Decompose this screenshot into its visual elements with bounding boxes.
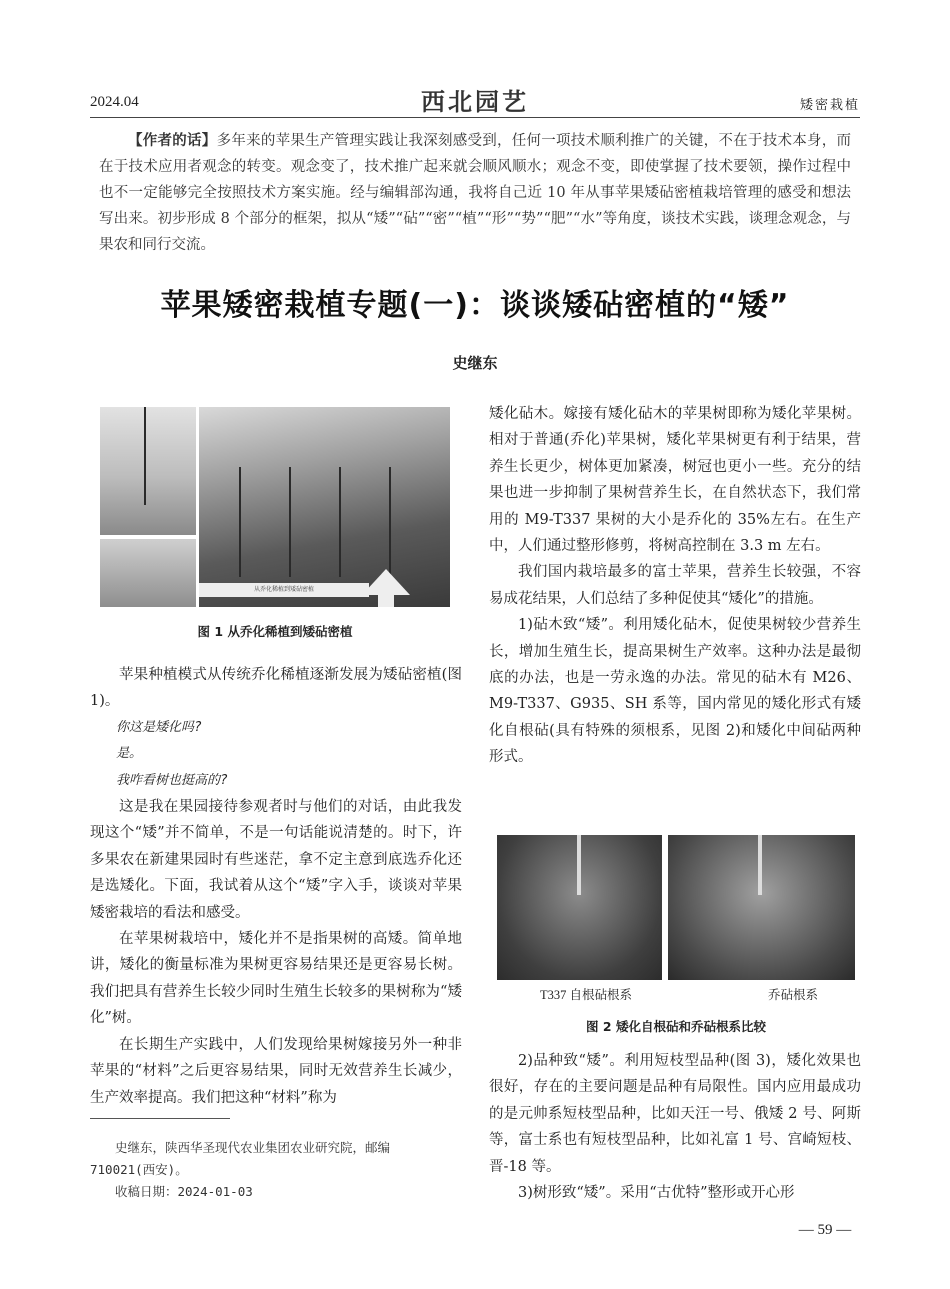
article-title: 苹果矮密栽植专题(一)：谈谈矮砧密植的“矮” <box>160 288 790 323</box>
paragraph: 苹果种植模式从传统乔化稀植逐渐发展为矮砧密植(图 1)。 <box>90 667 462 710</box>
photo-t337-roots <box>497 835 662 980</box>
right-column-top <box>489 401 861 771</box>
arrow-up-icon <box>362 569 410 595</box>
figure-2-caption: 图 2 矮化自根砧和乔砧根系比较 <box>586 1019 766 1034</box>
root-stem <box>758 835 762 895</box>
photo-seedling-roots <box>668 835 855 980</box>
figure-1-caption: 图 1 从乔化稀植到矮砧密植 <box>197 624 353 639</box>
paragraph: 1)砧木致“矮”。利用矮化砧木，促使果树较少营养生长，增加生殖生长，提高果树生产效率。这种办法是最彻底的办法，也是一劳永逸的办法。常见的砧木有 M26、M9-T337、G935、SH 系等，国内常见的矮化形式有矮化自根砧(具有特殊的须根系，见图 2)和矮化中间砧两种形式。 <box>489 617 861 766</box>
tree-trunk <box>144 407 146 505</box>
tree-row <box>339 467 341 577</box>
header-rule <box>90 117 860 118</box>
paragraph: 矮化砧木。嫁接有矮化砧木的苹果树即称为矮化苹果树。相对于普通(乔化)苹果树，矮化苹果树更有利于结果，营养生长更少，树体更加紧凑，树冠也更小一些。充分的结果也进一步抑制了果树营养生长，在自然状态下，我们常用的 M9-T337 果树的大小是乔化的 35%左右。在生产中，人们通过整形修剪，将树高控制在 3.3 m 左右。 <box>489 406 861 555</box>
paragraph: 在长期生产实践中，人们发现给果树嫁接另外一种非苹果的“材料”之后更容易结果，同时无效营养生长减少，生产效率提高。我们把这种“材料”称为 <box>90 1036 462 1106</box>
dialogue-line: 我咋看树也挺高的? <box>116 772 228 788</box>
right-column-bottom <box>489 1048 861 1206</box>
figure-1 <box>100 407 450 607</box>
paragraph: 在苹果树栽培中，矮化并不是指果树的高矮。简单地讲，矮化的衡量标准为果树更容易结果还是更容易长树。我们把具有营养生长较少同时生殖生长较多的果树称为“矮化”树。 <box>90 931 462 1027</box>
tree-row <box>239 467 241 577</box>
paragraph: 3)树形致“矮”。采用“古优特”整形或开心形 <box>518 1185 795 1202</box>
figure-2 <box>497 835 855 980</box>
footnote-author: 史继东，陕西华圣现代农业集团农业研究院，邮编 710021(西安)。 <box>90 1140 391 1177</box>
section-name: 矮密栽植 <box>799 98 860 113</box>
dialogue-line: 是。 <box>116 746 143 762</box>
author-note <box>99 128 851 258</box>
page-header <box>90 80 860 120</box>
footnote-date: 收稿日期：2024-01-03 <box>115 1184 253 1199</box>
page-number: — 59 — <box>798 1222 852 1238</box>
arrow-stem <box>378 593 394 607</box>
photo-old-tree <box>100 407 196 535</box>
figure-arrow-label: 从乔化稀植到矮砧密植 <box>199 583 369 597</box>
tree-row <box>389 467 391 577</box>
dialogue-line: 你这是矮化吗? <box>116 719 202 735</box>
left-column <box>90 662 462 1111</box>
photo-dense-orchard <box>199 407 450 607</box>
root-stem <box>577 835 581 895</box>
figure-2-sublabel-left: T337 自根砧根系 <box>540 988 633 1002</box>
paragraph: 2)品种致“矮”。利用短枝型品种(图 3)，矮化效果也很好，存在的主要问题是品种有局限性。国内应用最成功的是元帅系短枝型品种，比如天汪一号、俄矮 2 号、阿斯等，富士系也有短枝型品种，比如礼富 1 号、宫崎短枝、晋-18 等。 <box>489 1053 861 1175</box>
tree-row <box>289 467 291 577</box>
article-author: 史继东 <box>452 354 498 372</box>
photo-old-orchard <box>100 539 196 607</box>
issue-date: 2024.04 <box>90 94 139 110</box>
footnote <box>90 1137 462 1203</box>
paragraph: 这是我在果园接待参观者时与他们的对话，由此我发现这个“矮”并不简单，不是一句话能说清楚的。时下，许多果农在新建果园时有些迷茫，拿不定主意到底选乔化还是选矮化。下面，我试着从这个“矮”字入手，谈谈对苹果矮密栽培的看法和感受。 <box>90 799 462 921</box>
author-note-text: 多年来的苹果生产管理实践让我深刻感受到，任何一项技术顺利推广的关键，不在于技术本身，而在于技术应用者观念的转变。观念变了，技术推广起来就会顺风顺水；观念不变，即使掌握了技术要领，操作过程中也不一定能够完全按照技术方案实施。经与编辑部沟通，我将自己近 10 年从事苹果矮砧密植栽培管理的感受和想法写出来。初步形成 8 个部分的框架，拟从“矮”“砧”“密”“植”“形”“势”“肥”“水”等角度，谈技术实践，谈理念观念，与果农和同行交流。 <box>99 133 851 253</box>
journal-logo: 西北园艺 <box>421 87 529 116</box>
footnote-rule <box>90 1118 230 1119</box>
paragraph: 我们国内栽培最多的富士苹果，营养生长较强，不容易成花结果，人们总结了多种促使其“矮化”的措施。 <box>489 564 861 607</box>
author-note-label: 【作者的话】 <box>128 133 217 149</box>
figure-2-sublabel-right: 乔砧根系 <box>768 988 819 1002</box>
